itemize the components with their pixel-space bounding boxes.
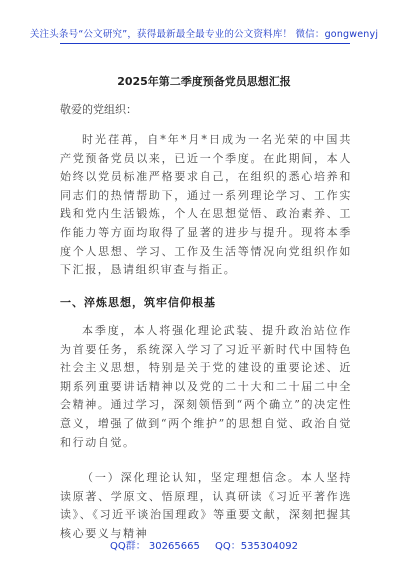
footer-qq-group[interactable]: QQ群： 30265665	[109, 541, 200, 552]
salutation: 敬爱的党组织：	[60, 103, 137, 116]
header-divider	[60, 43, 350, 44]
footer-contact	[0, 537, 408, 552]
section-heading-1: 一、淬炼思想，筑牢信仰根基	[60, 296, 216, 309]
subsection-1-paragraph: （一）深化理论认知，坚定理想信念。本人坚持读原著、学原文、悟原理，认真研读《习近平著作选读》、《习近平谈治国理政》等重要文献，深刻把握其核心要义与精神	[60, 471, 352, 540]
footer-qq[interactable]: QQ：535304092	[215, 541, 299, 552]
header-banner[interactable]: 关注头条号“公文研究”，获得最新最全最专业的公文资料库！ 微信：gongwenyj	[29, 29, 379, 40]
intro-paragraph: 时光荏苒，自*年*月*日成为一名光荣的中国共产党预备党员以来，已近一个季度。在此期间，本人始终以党员标准严格要求自己，在组织的悉心培养和同志们的热情帮助下，通过一系列理论学习、工作实践和党内生活锻炼，个人在思想觉悟、政治素养、工作能力等方面均取得了显著的进步与提升。现将本季度个人思想、学习、工作及生活等情况向党组织作如下汇报，恳请组织审查与指正。	[60, 133, 352, 277]
section-1-paragraph: 本季度，本人将强化理论武装、提升政治站位作为首要任务，系统深入学习了习近平新时代中国特色社会主义思想，特别是关于党的建设的重要论述、近期系列重要讲话精神以及党的二十大和二十届二中全会精神。通过学习，深刻领悟到“两个确立”的决定性意义，增强了做到“两个维护”的思想自觉、政治自觉和行动自觉。	[60, 324, 352, 449]
document-title: 2025年第二季度预备党员思想汇报	[117, 75, 291, 88]
